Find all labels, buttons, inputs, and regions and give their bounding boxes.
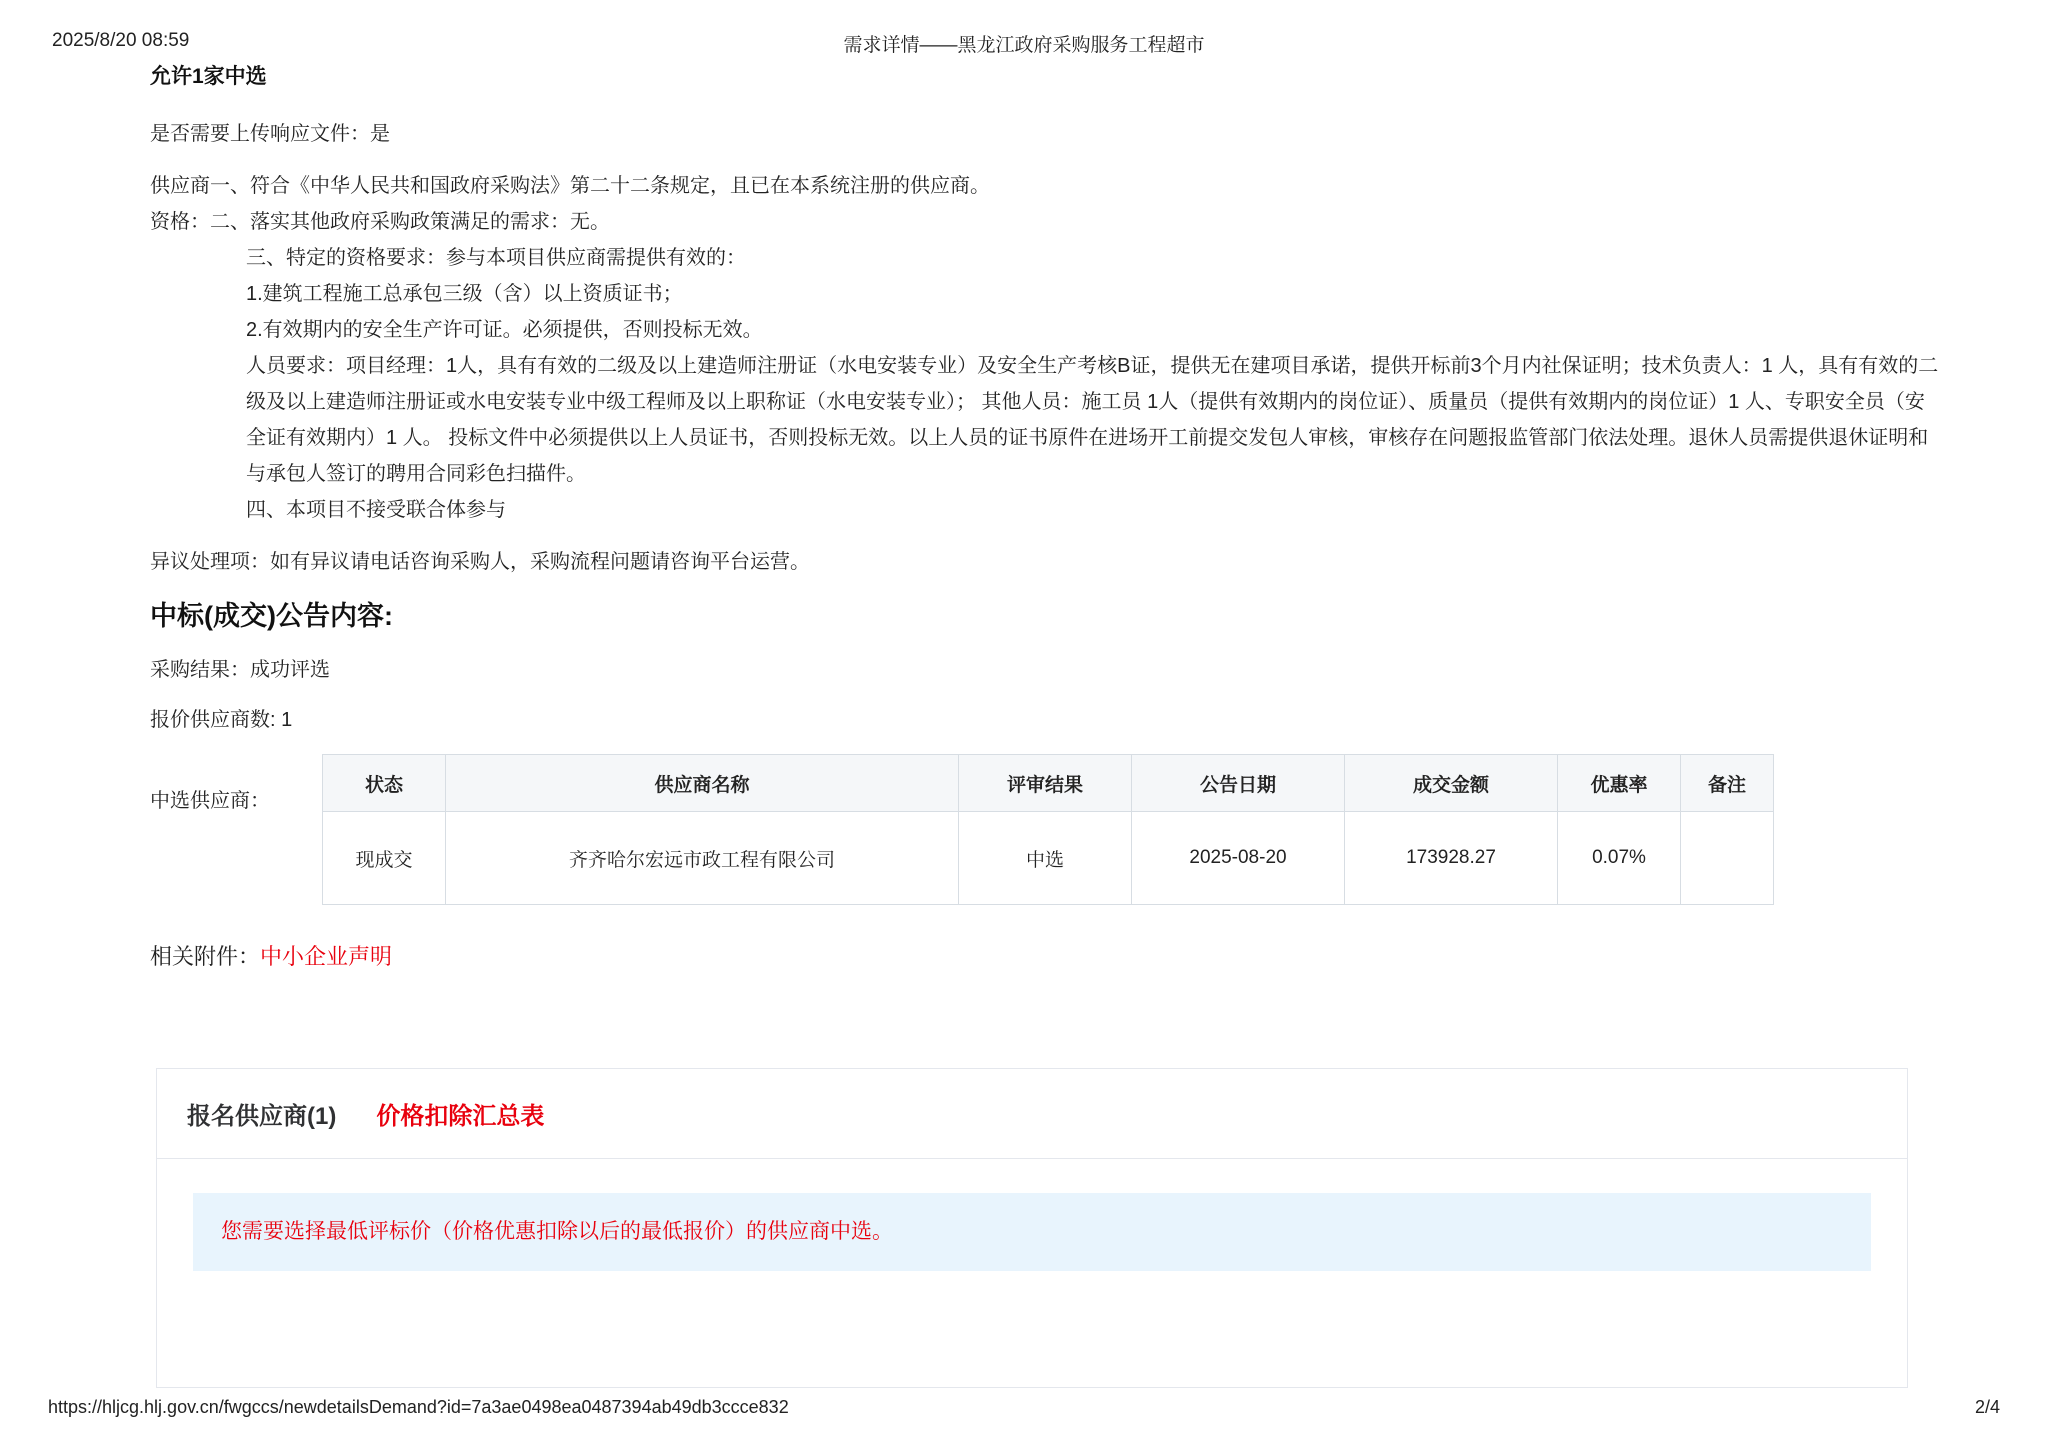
print-header (0, 30, 2048, 54)
qualification-item: 二、落实其他政府采购政策满足的需求：无。 (210, 211, 610, 233)
panel-tab-bar (157, 1069, 1907, 1159)
cell-status: 现成交 (323, 812, 446, 905)
attachment-row (150, 940, 2048, 974)
column-header-date: 公告日期 (1132, 755, 1345, 812)
cell-note (1681, 812, 1774, 905)
table-row (323, 812, 1774, 905)
column-header-supplier: 供应商名称 (446, 755, 959, 812)
award-heading: 中标(成交)公告内容: (150, 601, 393, 631)
column-header-amount: 成交金额 (1345, 755, 1558, 812)
supplier-panel (156, 1068, 1908, 1388)
tab-price-deduction-summary[interactable]: 价格扣除汇总表 (376, 1103, 545, 1130)
column-header-review: 评审结果 (959, 755, 1132, 812)
qualification-item: 一、符合《中华人民共和国政府采购法》第二十二条规定，且已在本系统注册的供应商。 (210, 175, 990, 197)
winner-section (150, 754, 1950, 914)
table-header-row (323, 755, 1774, 812)
print-date: 2025/8/20 08:59 (52, 30, 190, 51)
qualification-item: 四、本项目不接受联合体参与 (246, 499, 506, 521)
print-footer (0, 1397, 2048, 1421)
qualification-item: 三、特定的资格要求：参与本项目供应商需提供有效的： (246, 247, 746, 269)
qualification-item: 人员要求：项目经理：1人，具有有效的二级及以上建造师注册证（水电安装专业）及安全生产考核B证，提供无在建项目承诺，提供开标前3个月内社保证明；技术负责人：1 人，具有有效的二级及以上建造师注册证或水电安装专业中级工程师及以上职称证（水电安装专业）； 其他人员：施工员 1人（提供有效期内的岗位证）、质量员（提供有效期内的岗位证）1 人、专职安全员（安全证有效期内）1 人。 投标文件中必须提供以上人员证书，否则投标无效。以上人员的证书原件在进场开工前提交发包人审核，审核存在问题报监管部门依法处理。退休人员需提供退休证明和与承包人签订的聘用合同彩色扫描件。 (246, 355, 1939, 485)
objection-text: 异议处理项：如有异议请电话咨询采购人，采购流程问题请咨询平台运营。 (150, 551, 810, 573)
tab-registered-suppliers[interactable]: 报名供应商(1) (187, 1103, 337, 1130)
need-upload-text: 是否需要上传响应文件：是 (150, 123, 390, 145)
cell-amount: 173928.27 (1345, 812, 1558, 905)
column-header-status: 状态 (323, 755, 446, 812)
winner-label: 中选供应商： (150, 790, 270, 812)
panel-alert-message: 您需要选择最低评标价（价格优惠扣除以后的最低报价）的供应商中选。 (193, 1193, 1871, 1271)
qualification-body (210, 168, 1940, 528)
qualification-label: 供应商资格： (150, 175, 210, 233)
print-url: https://hljcg.hlj.gov.cn/fwgccs/newdetailsDemand?id=7a3ae0498ea0487394ab49db3ccce832 (48, 1397, 789, 1417)
qualification-block (150, 168, 1940, 528)
panel-body (157, 1159, 1907, 1271)
column-header-note: 备注 (1681, 755, 1774, 812)
document-content (0, 62, 2048, 974)
cell-rate: 0.07% (1558, 812, 1681, 905)
attachment-label: 相关附件： (150, 944, 261, 969)
print-title: 需求详情——黑龙江政府采购服务工程超市 (843, 35, 1205, 56)
column-header-rate: 优惠率 (1558, 755, 1681, 812)
attachment-link[interactable]: 中小企业声明 (260, 944, 393, 969)
cell-supplier: 齐齐哈尔宏远市政工程有限公司 (446, 812, 959, 905)
qualification-item: 1.建筑工程施工总承包三级（含）以上资质证书； (246, 283, 683, 305)
quote-supplier-count-text: 报价供应商数: 1 (150, 709, 293, 731)
purchase-result-text: 采购结果：成功评选 (150, 659, 330, 681)
print-page-number: 2/4 (1974, 1397, 2000, 1417)
allow-count-text: 允许1家中选 (150, 65, 267, 88)
qualification-item: 2.有效期内的安全生产许可证。必须提供，否则投标无效。 (246, 319, 763, 341)
cell-review: 中选 (959, 812, 1132, 905)
cell-date: 2025-08-20 (1132, 812, 1345, 905)
result-table (322, 754, 1774, 905)
